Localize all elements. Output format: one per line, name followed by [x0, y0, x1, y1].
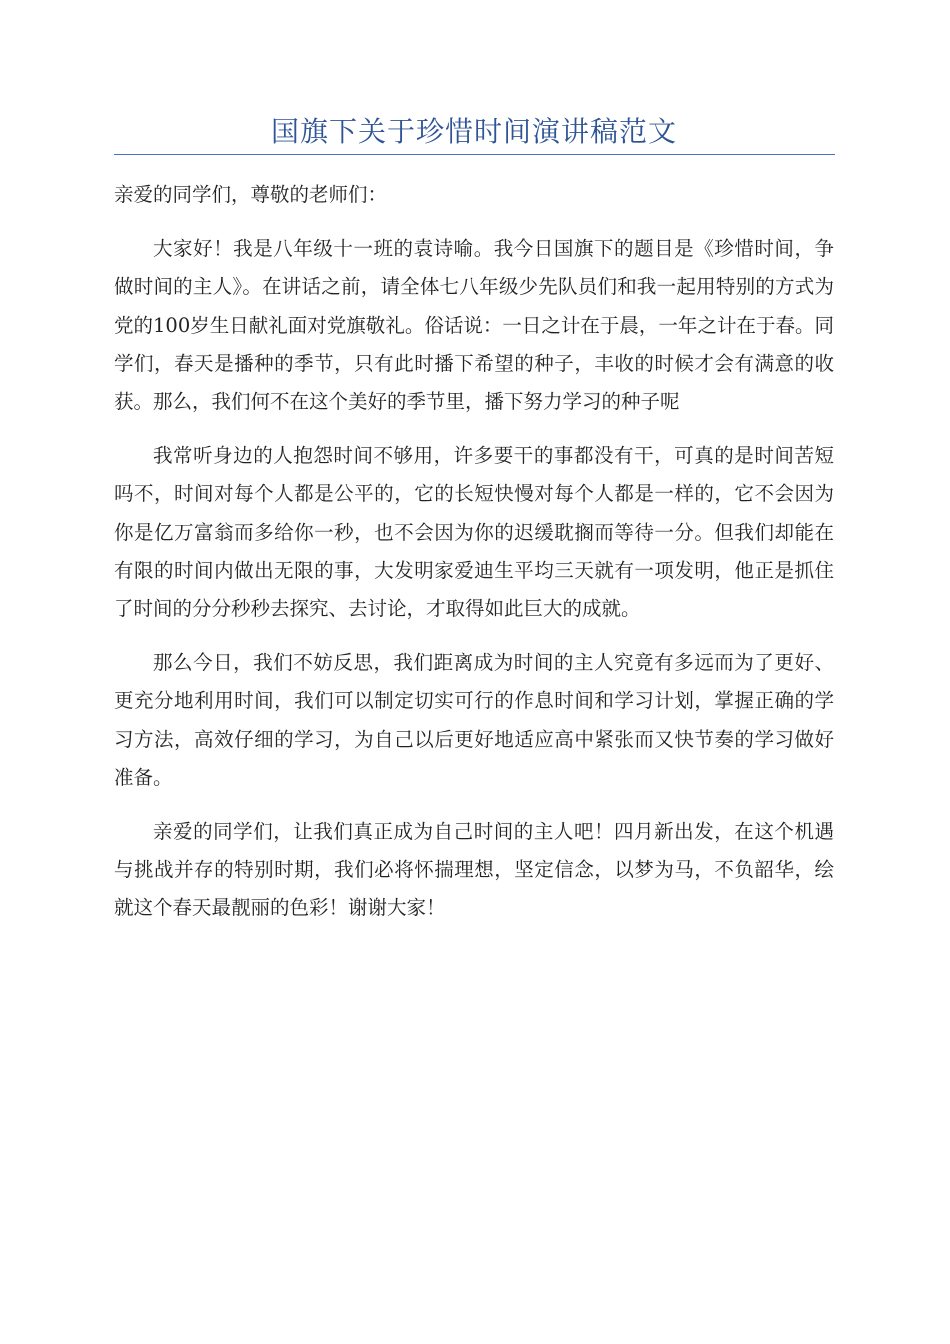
document-title: 国旗下关于珍惜时间演讲稿范文 [270, 115, 677, 148]
salutation: 亲爱的同学们，尊敬的老师们： [114, 183, 388, 206]
title-underline [114, 154, 835, 155]
paragraph-1: 大家好！我是八年级十一班的袁诗喻。我今日国旗下的题目是《珍惜时间，争做时间的主人》。在讲话之前，请全体七八年级少先队员们和我一起用特别的方式为党的100岁生日献礼面对党旗敬礼。俗话说：一日之计在于晨，一年之计在于春。同学们，春天是播种的季节，只有此时播下希望的种子，丰收的时候才会有满意的收获。那么，我们何不在这个美好的季节里，播下努力学习的种子呢 [114, 237, 834, 414]
paragraph-3: 那么今日，我们不妨反思，我们距离成为时间的主人究竟有多远而为了更好、更充分地利用时间，我们可以制定切实可行的作息时间和学习计划，掌握正确的学习方法，高效仔细的学习，为自己以后更好地适应高中紧张而又快节奏的学习做好准备。 [114, 651, 834, 789]
document-body [114, 176, 834, 944]
paragraph-2: 我常听身边的人抱怨时间不够用，许多要干的事都没有干，可真的是时间苦短吗不，时间对每个人都是公平的，它的长短快慢对每个人都是一样的，它不会因为你是亿万富翁而多给你一秒，也不会因为你的迟缓耽搁而等待一分。但我们却能在有限的时间内做出无限的事，大发明家爱迪生平均三天就有一项发明，他正是抓住了时间的分分秒秒去探究、去讨论，才取得如此巨大的成就。 [114, 444, 834, 621]
paragraph-4: 亲爱的同学们，让我们真正成为自己时间的主人吧！四月新出发，在这个机遇与挑战并存的特别时期，我们必将怀揣理想，坚定信念，以梦为马，不负韶华，绘就这个春天最靓丽的色彩！谢谢大家！ [114, 820, 834, 920]
